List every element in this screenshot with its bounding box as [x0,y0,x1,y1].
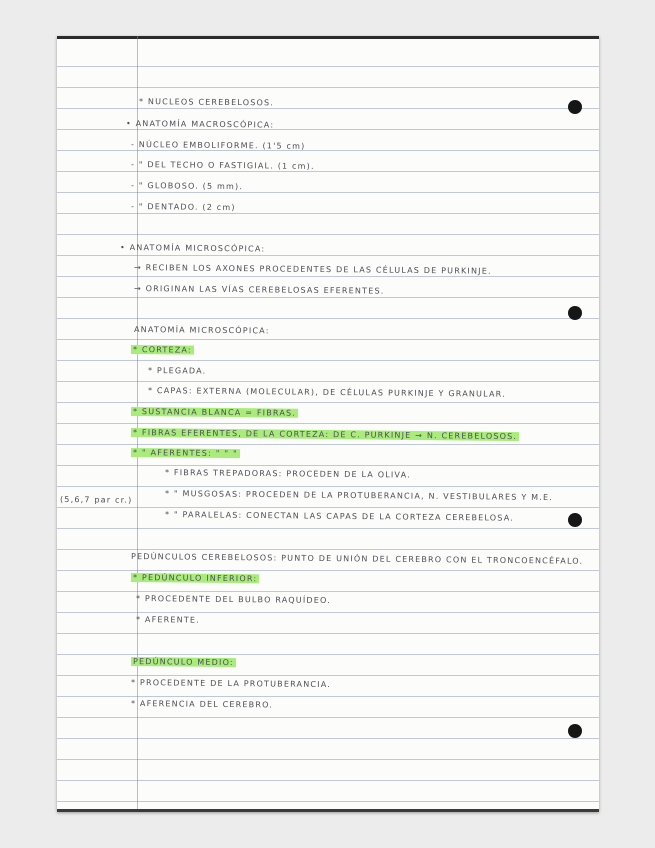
note-line: * PEDÚNCULO INFERIOR: [132,573,258,584]
note-line: ANATOMÍA MICROSCÓPICA: [133,325,270,336]
notebook-page [57,36,599,812]
note-line: * AFERENTE. [135,615,201,625]
margin-rule [137,36,138,812]
note-line: * CAPAS: EXTERNA (MOLECULAR), DE CÉLULAS PURKINJE Y GRANULAR. [147,386,506,399]
note-line: - " DENTADO. (2 cm) [130,202,236,213]
punch-hole [568,100,582,114]
note-line: * FIBRAS TREPADORAS: PROCEDEN DE LA OLIVA. [164,468,411,480]
note-line: PEDÚNCULOS CEREBELOSOS: PUNTO DE UNIÓN DEL CEREBRO CON EL TRONCOENCÉFALO. [130,552,584,566]
note-line: → RECIBEN LOS AXONES PROCEDENTES DE LAS CÉLULAS DE PURKINJE. [133,263,492,276]
note-line: * FIBRAS EFERENTES, DE LA CORTEZA: DE C. PURKINJE → N. CEREBELOSOS. [132,428,518,442]
punch-hole [568,306,582,320]
note-line: → ORIGINAN LAS VÍAS CEREBELOSAS EFERENTES. [133,284,385,296]
punch-hole [568,724,582,738]
note-line: * " AFERENTES: " " " [132,448,238,459]
page-bottom-edge [57,809,599,812]
page-top-edge [57,36,599,39]
margin-note: (5,6,7 par cr.) [59,495,133,505]
note-line: * NUCLEOS CEREBELOSOS. [138,97,275,108]
note-line: * AFERENCIA DEL CEREBRO. [130,699,274,710]
note-line: * PROCEDENTE DEL BULBO RAQUÍDEO. [135,594,332,606]
note-line: * " PARALELAS: CONECTAN LAS CAPAS DE LA CORTEZA CEREBELOSA. [164,510,515,523]
note-line: * SUSTANCIA BLANCA = FIBRAS. [132,407,297,418]
note-line: - " GLOBOSO. (5 mm). [130,181,244,192]
punch-hole [568,513,582,527]
note-line: * PLEGADA. [147,366,207,376]
note-line: • ANATOMÍA MACROSCÓPICA: [125,119,275,130]
note-line: - " DEL TECHO O FASTIGIAL. (1 cm). [130,160,315,171]
note-line: * PROCEDENTE DE LA PROTUBERANCIA. [130,678,332,690]
note-line: * " MUSGOSAS: PROCEDEN DE LA PROTUBERANCIA, N. VESTIBULARES Y M.E. [164,489,554,503]
note-line: * CORTEZA: [132,345,192,355]
note-line: PEDÚNCULO MEDIO: [132,657,234,668]
note-line: • ANATOMÍA MICROSCÓPICA: [119,243,266,254]
note-line: - NÚCLEO EMBOLIFORME. (1'5 cm) [130,140,306,151]
